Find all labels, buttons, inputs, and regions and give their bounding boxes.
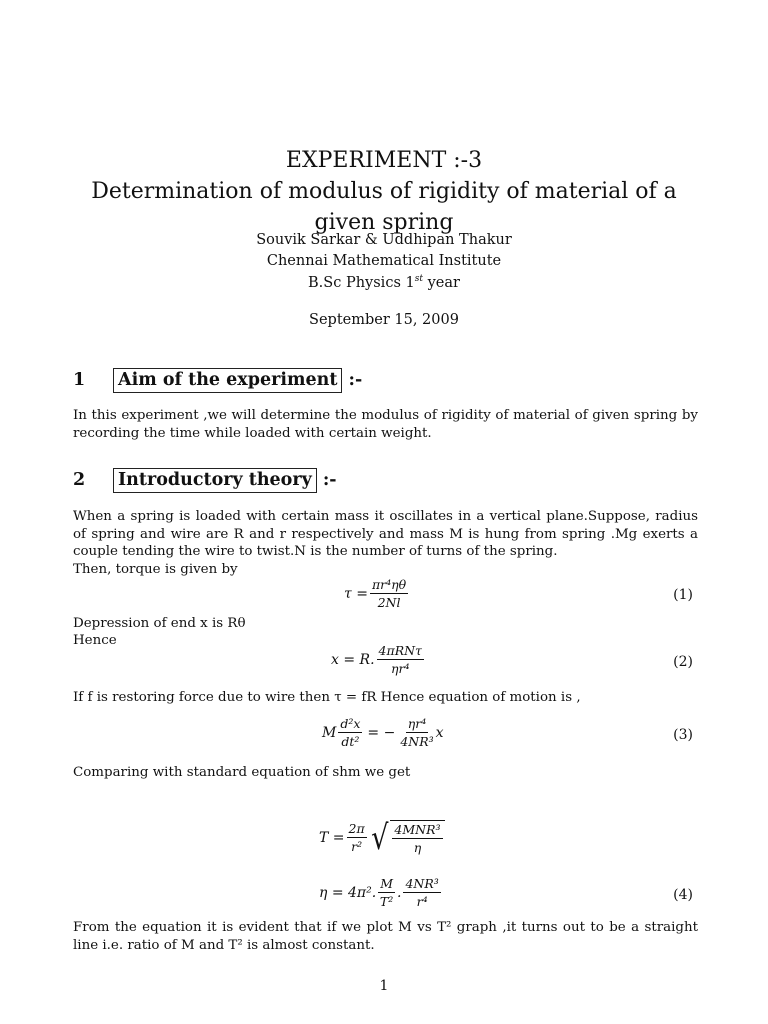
eq-lhs: x = R. (331, 651, 375, 668)
course (0, 274, 768, 291)
course-text: B.Sc Physics 1 (308, 274, 415, 291)
section-number: 2 (73, 470, 86, 490)
fraction (403, 876, 440, 909)
numerator: 2π (348, 821, 365, 836)
section-heading-2 (73, 470, 337, 490)
fraction (347, 821, 367, 854)
course-sup: st (414, 274, 423, 284)
denominator: T² (379, 894, 394, 909)
denominator: η (413, 840, 422, 855)
equation-2 (331, 643, 426, 676)
title-line-3: given spring (314, 210, 454, 235)
equation-number-1: (1) (673, 587, 693, 603)
eq-lhs: τ = (344, 585, 368, 602)
section-title-boxed: Introductory theory (113, 468, 317, 493)
denominator: r⁴ (416, 894, 428, 909)
page-number: 1 (379, 978, 389, 994)
equation-4 (319, 876, 443, 909)
equation-1 (344, 577, 410, 610)
fraction (377, 643, 424, 676)
theory-paragraph-2: Then, torque is given by (73, 562, 238, 577)
denominator: dt² (341, 734, 360, 749)
equation-period (319, 817, 445, 858)
eq-lhs: η = 4π². (319, 884, 377, 901)
fraction (338, 716, 362, 749)
numerator: 4πRNτ (378, 643, 422, 658)
fraction (378, 876, 395, 909)
equation-number-3: (3) (673, 727, 693, 743)
title-line-1: EXPERIMENT :-3 (285, 148, 483, 173)
equation-3 (322, 716, 444, 749)
section-title-boxed: Aim of the experiment (113, 368, 342, 393)
fraction (370, 577, 408, 610)
numerator: 4NR³ (405, 876, 439, 891)
theory-paragraph-3: Depression of end x is Rθ (73, 616, 246, 631)
eq-rhs: x (435, 724, 444, 741)
denominator: 4NR³ (400, 734, 434, 749)
radical-sign: √ (370, 817, 389, 858)
eq-dot: . (397, 884, 402, 901)
square-root (369, 817, 445, 858)
theory-paragraph-7: From the equation it is evident that if we plot M vs T² graph ,it turns out to be a straight line i.e. ratio of M and T² is almost constant. (73, 920, 698, 953)
eq-lhs: T = (319, 829, 345, 846)
authors: Souvik Sarkar & Uddhipan Thakur (256, 232, 512, 248)
numerator: d²x (340, 716, 361, 731)
theory-paragraph-5: If f is restoring force due to wire then τ = fR Hence equation of motion is , (73, 690, 581, 705)
theory-paragraph-4: Hence (73, 633, 117, 648)
eq-lhs: M (322, 724, 337, 741)
institute: Chennai Mathematical Institute (266, 253, 502, 269)
section-heading-1 (73, 370, 362, 390)
title-line-2: Determination of modulus of rigidity of material of a (91, 179, 677, 204)
section-suffix: :- (348, 370, 363, 390)
numerator: M (380, 876, 394, 891)
theory-paragraph-1: When a spring is loaded with certain mass it oscillates in a vertical plane.Suppose, radius of spring and wire are R and r respectively and mass M is hung from spring .Mg exerts a couple tending the wire to twist.N is the number of turns of the spring. (73, 509, 698, 560)
numerator: 4MNR³ (394, 822, 441, 837)
aim-paragraph: In this experiment ,we will determine the modulus of rigidity of material of given spring by recording the time while loaded with certain weight. (73, 408, 698, 441)
date: September 15, 2009 (309, 312, 459, 328)
denominator: r² (351, 839, 363, 854)
equation-number-4: (4) (673, 887, 693, 903)
fraction (400, 716, 433, 749)
denominator: 2Nl (377, 595, 401, 610)
denominator: ηr⁴ (391, 661, 410, 676)
section-number: 1 (73, 370, 86, 390)
eq-equals: = − (367, 724, 396, 741)
fraction (392, 822, 442, 855)
theory-paragraph-6: Comparing with standard equation of shm we get (73, 765, 411, 780)
course-suffix: year (422, 274, 460, 291)
numerator: ηr⁴ (407, 716, 427, 731)
numerator: πr⁴ηθ (371, 577, 407, 592)
equation-number-2: (2) (673, 654, 693, 670)
section-suffix: :- (322, 470, 337, 490)
